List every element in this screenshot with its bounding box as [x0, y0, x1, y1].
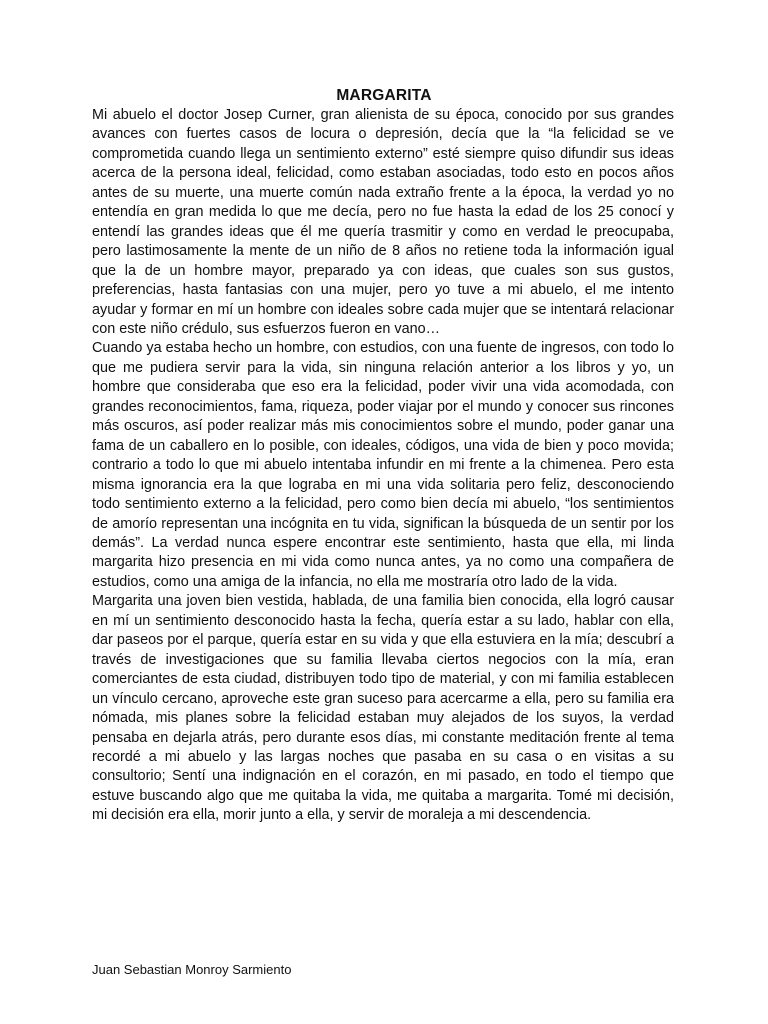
- document-title: MARGARITA: [336, 87, 432, 104]
- paragraph-3: Margarita una joven bien vestida, hablada, de una familia bien conocida, ella logró causar en mí un sentimiento desconocido hasta la fecha, quería estar a su lado, hablar con ella, dar paseos por el parque, quería estar en su vida y que ella estuviera en la mía; descubrí a través de investigaciones que su familia llevaba ciertos negocios con la mía, eran comerciantes de esta ciudad, distribuyen todo tipo de material, y con mi familia establecen un vínculo cercano, aproveche este gran suceso para acercarme a ella, pero su familia era nómada, mis planes sobre la felicidad estaban muy alejados de los suyos, la verdad pensaba en dejarla atrás, pero durante esos días, mi constante meditación frente al tema recordé a mi abuelo y las largas noches que pasaba en su casa o en visitas a su consultorio; Sentí una indignación en el corazón, en mi pasado, en todo el tiempo que estuve buscando algo que me quitaba la vida, me quitaba a margarita. Tomé mi decisión, mi decisión era ella, morir junto a ella, y servir de moraleja a mi descendencia.: [92, 593, 674, 824]
- paragraph-2: Cuando ya estaba hecho un hombre, con estudios, con una fuente de ingresos, con todo lo que me pudiera servir para la vida, sin ninguna relación anterior a los libros y yo, un hombre que consideraba que eso era la felicidad, poder vivir una vida acomodada, con grandes reconocimientos, fama, riqueza, poder viajar por el mundo y conocer sus rincones más oscuros, así poder realizar más mis conocimientos sobre el mundo, poder ganar una fama de un caballero en lo posible, con ideales, códigos, una vida de bien y poco movida; contrario a todo lo que mi abuelo intentaba infundir en mi frente a la chimenea. Pero esta misma ignorancia era la que lograba en mi una vida solitaria pero feliz, desconociendo todo sentimiento externo a la felicidad, pero como bien decía mi abuelo, “los sentimientos de amorío representan una incógnita en tu vida, significan la búsqueda de un sentir por los demás”. La verdad nunca espere encontrar este sentimiento, hasta que ella, mi linda margarita hizo presencia en mi vida como nunca antes, ya no como una compañera de estudios, como una amiga de la infancia, no ella me mostraría otro lado de la vida.: [92, 340, 674, 590]
- document-body: [92, 106, 674, 826]
- paragraph-1: Mi abuelo el doctor Josep Curner, gran alienista de su época, conocido por sus grandes avances con fuertes casos de locura o depresión, decía que la “la felicidad se ve comprometida cuando llega un sentimiento externo” esté siempre quiso difundir sus ideas acerca de la persona ideal, felicidad, como estaban asociadas, todo esto en pocos años antes de su muerte, una muerte común nada extraño frente a la época, la verdad yo no entendía en gran medida lo que me decía, pero no fue hasta la edad de los 25 conocí y entendí las grandes ideas que él me quería trasmitir y como en verdad le preocupaba, pero lastimosamente la mente de un niño de 8 años no retiene toda la información igual que la de un hombre mayor, preparado ya con ideas, que cuales son sus gustos, preferencias, hasta fantasias con una mujer, pero yo tuve a mi abuelo, el me intento ayudar y formar en mí un hombre con ideales sobre cada mujer que se intentará relacionar con este niño crédulo, sus esfuerzos fueron en vano…: [92, 107, 674, 337]
- author-name: Juan Sebastian Monroy Sarmiento: [92, 962, 292, 977]
